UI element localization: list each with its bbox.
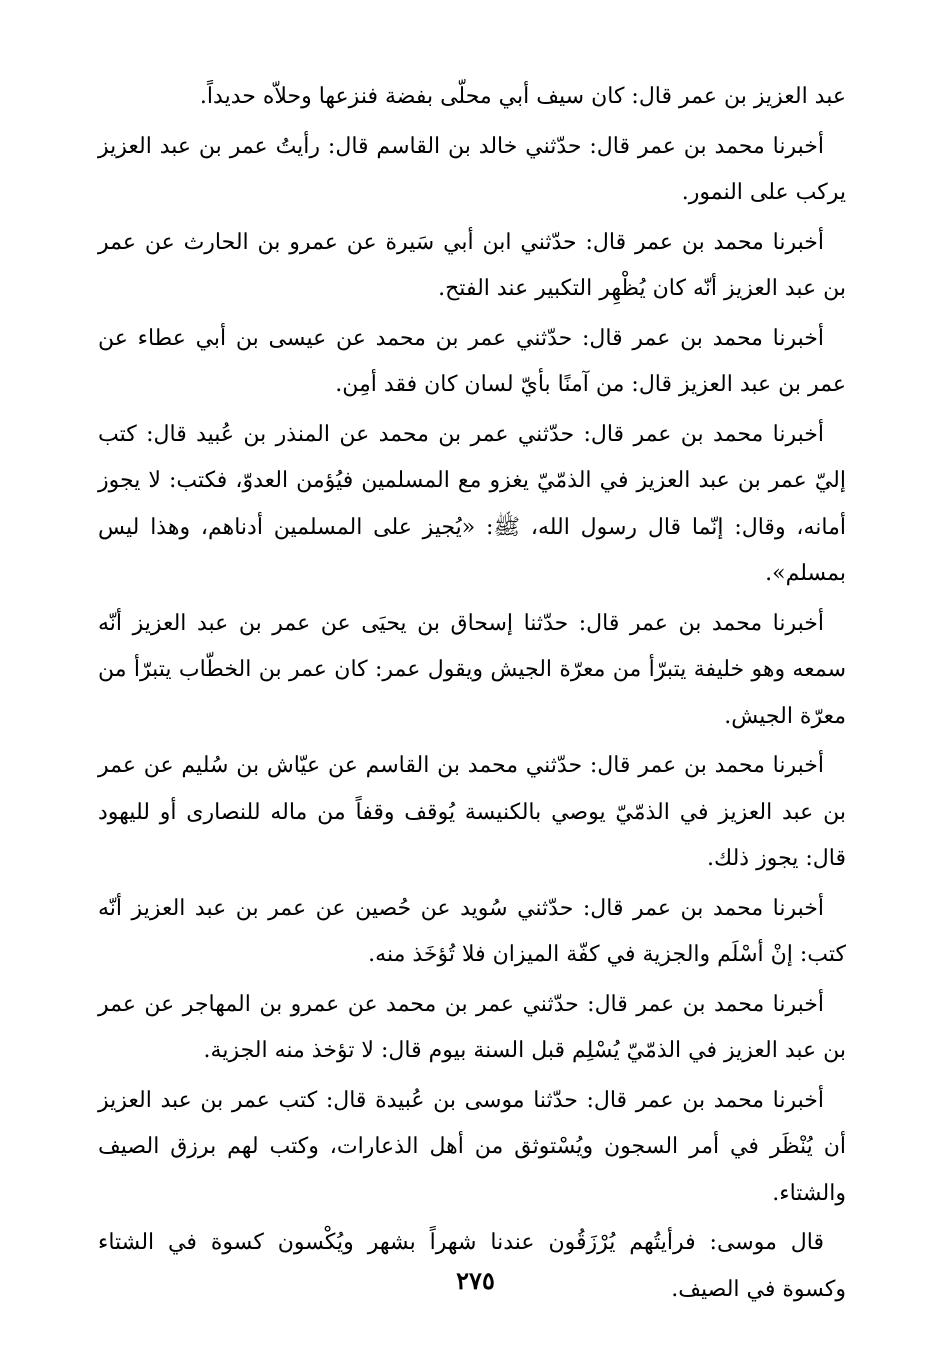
paragraph-5: أخبرنا محمد بن عمر قال: حدّثني عمر بن محمد عن المنذر بن عُبيد قال: كتب إليّ عمر بن عبد العزيز في الذمّيّ يغزو مع المسلمين فيُؤمن العدوّ، فكتب: لا يجوز أمانه، وقال: إنّما قال رسول الله، ﷺ: «يُجيز على المسلمين أدناهم، وهذا ليس بمسلم». [98, 421, 846, 586]
paragraph-2: أخبرنا محمد بن عمر قال: حدّثني خالد بن القاسم قال: رأيتُ عمر بن عبد العزيز يركب على النمور. [98, 133, 846, 205]
paragraph-8: أخبرنا محمد بن عمر قال: حدّثني سُويد عن حُصين عن عمر بن عبد العزيز أنّه كتب: إنْ أسْلَم والجزية في كفّة الميزان فلا تُؤخَذ منه. [98, 895, 846, 967]
page-body [98, 74, 846, 1316]
paragraph-4: أخبرنا محمد بن عمر قال: حدّثني عمر بن محمد عن عيسى بن أبي عطاء عن عمر بن عبد العزيز قال: من آمنًا بأيّ لسان كان فقد أمِن. [98, 325, 846, 397]
paragraph-3: أخبرنا محمد بن عمر قال: حدّثني ابن أبي سَيرة عن عمرو بن الحارث عن عمر بن عبد العزيز أنّه كان يُظْهِر التكبير عند الفتح. [98, 229, 846, 301]
paragraph-7: أخبرنا محمد بن عمر قال: حدّثني محمد بن القاسم عن عيّاش بن سُليم عن عمر بن عبد العزيز في الذمّيّ يوصي بالكنيسة يُوقف وقفاً من ماله للنصارى أو لليهود قال: يجوز ذلك. [98, 753, 846, 871]
page-number: ٢٧٥ [456, 1266, 495, 1295]
paragraph-6: أخبرنا محمد بن عمر قال: حدّثنا إسحاق بن يحيَى عن عمر بن عبد العزيز أنّه سمعه وهو خليفة يتبرّأ من معرّة الجيش ويقول عمر: كان عمر بن الخطّاب يتبرّأ من معرّة الجيش. [98, 610, 846, 729]
paragraph-9: أخبرنا محمد بن عمر قال: حدّثني عمر بن محمد عن عمرو بن المهاجر عن عمر بن عبد العزيز في الذمّيّ يُسْلِم قبل السنة بيوم قال: لا تؤخذ منه الجزية. [98, 991, 846, 1063]
paragraph-11: قال موسى: فرأيتُهم يُرْزَقُون عندنا شهراً بشهر ويُكْسون كسوة في الشتاء وكسوة في الصيف. [98, 1230, 846, 1302]
paragraph-10: أخبرنا محمد بن عمر قال: حدّثنا موسى بن عُبيدة قال: كتب عمر بن عبد العزيز أن يُنْظَر في أمر السجون ويُسْتوثق من أهل الذعارات، وكتب لهم برزق الصيف والشتاء. [98, 1087, 846, 1206]
paragraph-1: عبد العزيز بن عمر قال: كان سيف أبي محلّى بفضة فنزعها وحلاّه حديداً. [199, 84, 846, 109]
